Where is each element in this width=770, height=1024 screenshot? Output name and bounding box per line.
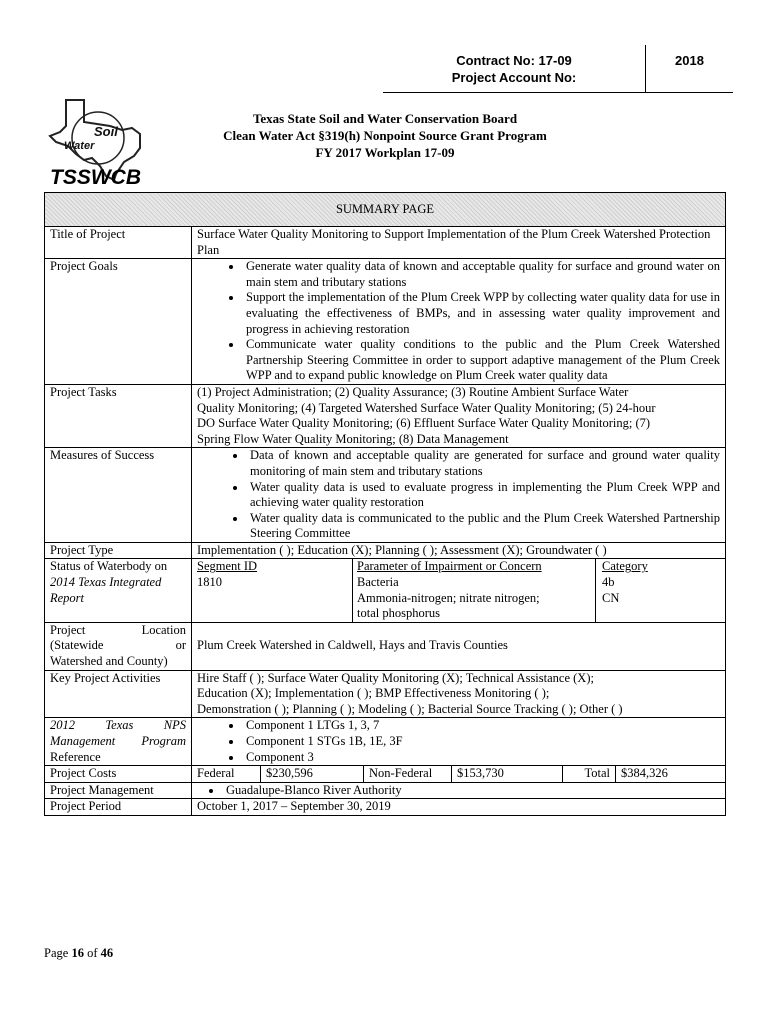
category-value: CN: [602, 590, 620, 605]
segment-header: Segment ID: [197, 559, 258, 574]
activities-line: Education (X); Implementation ( ); BMP Effectiveness Monitoring ( );: [197, 686, 550, 701]
value-title-of-project: Surface Water Quality Monitoring to Support Implementation of the Plum Creek Watershed Protection Plan: [192, 227, 726, 259]
tasks-line: (1) Project Administration; (2) Quality Assurance; (3) Routine Ambient Surface Water: [197, 384, 629, 399]
row-nps-reference: [45, 718, 726, 766]
label-project-type: Project Type: [45, 542, 192, 559]
goal-item: • Communicate water quality conditions to the public and the Plum Creek Watershed Partnership Steering Committee in order to support adaptive management of the Plum Creek WPP and to expand public knowledge on Plum Creek water quality data: [243, 337, 720, 384]
status-label-line: 2014 Texas Integrated: [50, 575, 162, 590]
row-project-goals: [45, 259, 726, 385]
measure-item: • Water quality data is used to evaluate progress in implementing the Plum Creek WPP and achieving water quality restoration: [247, 480, 720, 511]
program-title: Clean Water Act §319(h) Nonpoint Source Grant Program: [223, 128, 547, 143]
nps-label-line: 2012 Texas NPS: [50, 718, 186, 733]
nonfederal-label: Non-Federal: [364, 766, 452, 782]
costs-table: [192, 766, 725, 782]
row-status-of-waterbody: [45, 559, 726, 622]
value-measures-of-success: [192, 448, 726, 543]
segment-value: 1810: [197, 575, 222, 590]
goal-item: • Support the implementation of the Plum Creek WPP by collecting water quality data for use in evaluating the effectiveness of BMPs, and in assessing water quality improvement and progress in achieving restoration: [243, 290, 720, 337]
logo-tsswcb-text: TSSWCB: [50, 166, 141, 188]
of-word: of: [87, 946, 98, 960]
location-label-word: Watershed and County): [50, 654, 168, 669]
contract-header: [383, 52, 645, 94]
value-project-period: October 1, 2017 – September 30, 2019: [192, 799, 726, 816]
row-project-type: [45, 542, 726, 559]
row-project-management: [45, 782, 726, 799]
label-project-period: Project Period: [45, 799, 192, 816]
logo-soil-text: Soil: [94, 124, 118, 139]
project-account-number: Project Account No:: [451, 70, 577, 85]
activities-line: Demonstration ( ); Planning ( ); Modeling ( ); Bacterial Source Tracking ( ); Other ( ): [197, 701, 623, 716]
value-project-type: Implementation ( ); Education (X); Planning ( ); Assessment (X); Groundwater ( ): [192, 542, 726, 559]
waterbody-table: [192, 559, 725, 621]
agency-title: Texas State Soil and Water Conservation Board: [252, 111, 518, 126]
row-measures-of-success: [45, 448, 726, 543]
nps-label-line: Reference: [50, 749, 101, 764]
summary-header-row: [45, 193, 726, 227]
management-item: • Guadalupe-Blanco River Authority: [223, 783, 720, 799]
category-value: 4b: [602, 575, 615, 590]
category-header: Category: [602, 559, 648, 574]
label-measures-of-success: Measures of Success: [45, 448, 192, 543]
page-word: Page: [44, 946, 69, 960]
nps-item: • Component 1 STGs 1B, 1E, 3F: [243, 734, 720, 750]
label-project-tasks: Project Tasks: [45, 384, 192, 447]
location-label-word: Project: [50, 622, 86, 637]
value-project-management: [192, 782, 726, 799]
measure-item: • Water quality data is communicated to the public and the Plum Creek Watershed Partnership Steering Committee: [247, 511, 720, 542]
value-nps-reference: [192, 718, 726, 766]
row-key-project-activities: [45, 670, 726, 718]
nonfederal-value: $153,730: [452, 766, 563, 782]
row-project-location: [45, 622, 726, 670]
tasks-line: Spring Flow Water Quality Monitoring; (8) Data Management: [197, 431, 509, 446]
status-label-line: Report: [50, 590, 85, 605]
label-key-project-activities: Key Project Activities: [45, 670, 192, 718]
category-column: [596, 559, 726, 621]
federal-value: $230,596: [261, 766, 364, 782]
label-status-of-waterbody: [45, 559, 192, 622]
value-project-costs: [192, 766, 726, 783]
status-label-line: Status of Waterbody on: [50, 559, 168, 574]
label-project-location: [45, 622, 192, 670]
federal-label: Federal: [192, 766, 261, 782]
label-project-costs: Project Costs: [45, 766, 192, 783]
tasks-line: DO Surface Water Quality Monitoring; (6) Effluent Surface Water Quality Monitoring; (7): [197, 416, 651, 431]
segment-column: [192, 559, 353, 621]
total-value: $384,326: [621, 766, 668, 781]
parameter-column: [353, 559, 596, 621]
value-project-location: Plum Creek Watershed in Caldwell, Hays and Travis Counties: [192, 622, 726, 670]
parameter-value: Bacteria: [357, 575, 399, 590]
value-status-of-waterbody: [192, 559, 726, 622]
texas-map-icon: [44, 96, 156, 188]
measure-item: • Data of known and acceptable quality are generated for surface and ground water quality monitoring of main stem and tributary stations: [247, 448, 720, 479]
header-year: 2018: [645, 45, 733, 93]
label-nps-reference: [45, 718, 192, 766]
row-project-period: [45, 799, 726, 816]
nps-label-line: Management Program: [50, 734, 186, 748]
location-label-word: Location: [141, 622, 186, 637]
value-project-tasks: [192, 384, 726, 447]
tasks-line: Quality Monitoring; (4) Targeted Watershed Surface Water Quality Monitoring; (5) 24-hour: [197, 400, 656, 415]
summary-title: SUMMARY PAGE: [45, 193, 726, 227]
parameter-value: total phosphorus: [357, 606, 440, 621]
location-label-word: (Statewide: [50, 638, 104, 653]
activities-line: Hire Staff ( ); Surface Water Quality Monitoring (X); Technical Assistance (X);: [197, 670, 594, 685]
label-project-management: Project Management: [45, 782, 192, 799]
nps-item: • Component 3: [243, 750, 720, 766]
location-label-word: or: [175, 638, 186, 653]
contract-number: Contract No: 17-09: [456, 53, 572, 68]
label-project-goals: Project Goals: [45, 259, 192, 385]
header-rule: [383, 92, 733, 93]
page-footer: [44, 946, 113, 961]
row-project-tasks: [45, 384, 726, 447]
page-total: 46: [100, 946, 114, 960]
document-titles: [190, 110, 580, 161]
label-title-of-project: Title of Project: [45, 227, 192, 259]
goal-item: • Generate water quality data of known and acceptable quality for surface and ground water on main stem and tributary stations: [243, 259, 720, 290]
row-title-of-project: [45, 227, 726, 259]
value-key-project-activities: [192, 670, 726, 718]
summary-table: [44, 192, 726, 816]
value-project-goals: [192, 259, 726, 385]
logo-water-text: Water: [64, 140, 95, 152]
workplan-title: FY 2017 Workplan 17-09: [315, 145, 455, 160]
page-number: 16: [71, 946, 84, 960]
nps-item: • Component 1 LTGs 1, 3, 7: [243, 718, 720, 734]
row-project-costs: [45, 766, 726, 783]
tsswcb-logo: [44, 96, 156, 188]
parameter-header: Parameter of Impairment or Concern: [357, 559, 542, 574]
parameter-value: Ammonia-nitrogen; nitrate nitrogen;: [357, 590, 540, 605]
total-label: Total: [563, 766, 616, 782]
